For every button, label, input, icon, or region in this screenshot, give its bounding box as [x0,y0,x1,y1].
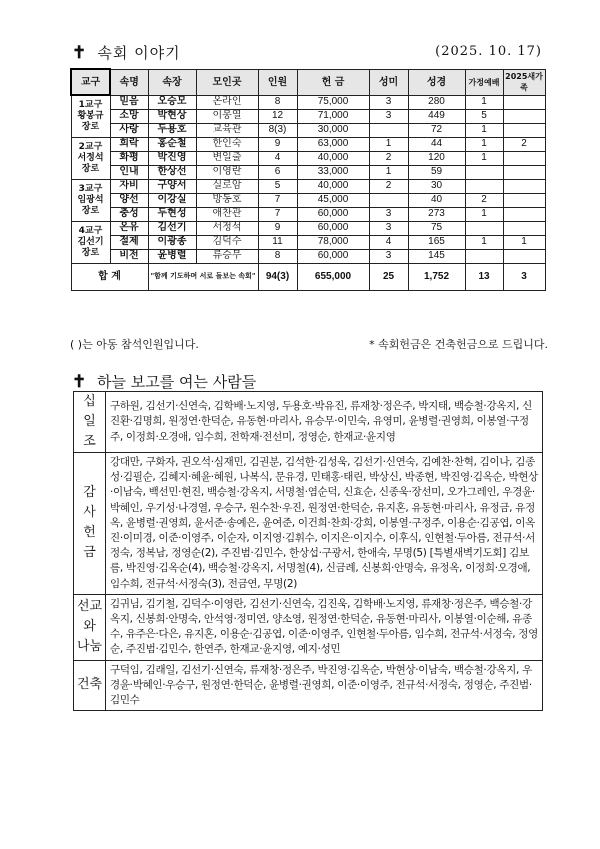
attendance: 8 [258,95,297,109]
note-offering: * 속회헌금은 건축헌금으로 드립니다. [369,338,548,351]
rice-count [369,123,408,137]
offering-amount: 63,000 [297,137,369,151]
attendance: 8 [258,249,297,263]
section-title: 속회 이야기 [97,44,181,62]
family-worship: 1 [465,137,503,151]
bible-count: 273 [408,207,465,221]
section2-header [72,371,256,392]
report-date: (2025. 10. 17) [435,44,542,59]
rice-count: 3 [369,95,408,109]
district-label [71,95,110,137]
offering-amount: 30,000 [297,123,369,137]
attendance: 8(3) [258,123,297,137]
family-worship: 1 [465,235,503,249]
category-label-line: 건축 [76,677,103,693]
category-label [74,392,106,453]
meeting-place: 이봉열 [196,109,258,123]
meeting-place: 온라인 [196,95,258,109]
meeting-place: 류승무 [196,249,258,263]
district-label-line: 황봉규 [77,110,104,121]
rice-count: 3 [369,221,408,235]
cell-leader: 이광종 [148,235,196,249]
cell-name: 소망 [110,109,148,123]
table-row [71,193,545,207]
rice-count: 2 [369,179,408,193]
new-family [503,123,545,137]
offering-amount: 40,000 [297,151,369,165]
total-bible: 1,752 [408,263,465,290]
cross-icon: ✝ [72,372,87,392]
col-header: 교구 [71,69,110,95]
meeting-place: 변일출 [196,151,258,165]
cell-name: 인내 [110,165,148,179]
family-worship: 1 [465,95,503,109]
district-label-line: 김선기 [77,236,104,247]
rice-count: 1 [369,137,408,151]
donor-names: 구덕임, 김래일, 김선기·신연숙, 류재창·정은주, 박진영·김옥순, 박현상·이남숙, 백승철·강옥지, 우경윤·박혜인·우승구, 원정연·한덕순, 윤병렬·권영희, 이준·이영주, 전규석·서정숙, 정영순, 주진범·김민수 [106,660,543,711]
family-worship [465,221,503,235]
category-label-line: 일 [83,414,96,429]
bible-count: 165 [408,235,465,249]
rice-count: 3 [369,207,408,221]
table-row [71,95,545,109]
category-label-line: 조 [83,434,96,449]
table-row [71,249,545,263]
new-family [503,165,545,179]
total-offering: 655,000 [297,263,369,290]
bible-count: 120 [408,151,465,165]
table-header-row [71,69,545,95]
offering-amount: 78,000 [297,235,369,249]
rice-count: 1 [369,165,408,179]
section2-title: 하늘 보고를 여는 사람들 [97,373,257,391]
category-label-line: 나눔 [76,639,103,655]
district-label-line: 3교구 [78,183,103,194]
cell-group-table [70,68,546,291]
offering-amount: 60,000 [297,221,369,235]
table-row [71,221,545,235]
cell-leader: 김선기 [148,221,196,235]
new-family [503,109,545,123]
donor-names: 구하원, 김선기·신연숙, 김학배·노지영, 두용호·박유진, 류재창·정은주, 박지태, 백승철·강옥지, 신진환·김명희, 원정연·한덕순, 유동현·마리사, 유승무·이민숙, 유영미, 윤병렬·권영희, 이봉열·구정주, 이정희·오경애, 임수희, 전학재·전선미, 정영순, 한재교·윤지영 [106,392,543,453]
district-label-line: 4교구 [78,225,103,236]
col-header: 성미 [369,69,408,95]
table-row [71,235,545,249]
new-family [503,151,545,165]
offering-names-body [74,392,543,711]
cell-name: 양선 [110,193,148,207]
district-label-line: 장로 [81,121,100,132]
col-header: 모인곳 [196,69,258,95]
new-family [503,193,545,207]
district-label-line: 1교구 [78,99,103,110]
meeting-place: 한인숙 [196,137,258,151]
category-row [74,660,543,711]
attendance: 4 [258,151,297,165]
new-family: 1 [503,235,545,249]
family-worship: 5 [465,109,503,123]
offering-amount: 71,000 [297,109,369,123]
total-people: 94(3) [258,263,297,290]
bible-count: 75 [408,221,465,235]
family-worship [465,165,503,179]
offering-amount: 40,000 [297,179,369,193]
meeting-place: 실로암 [196,179,258,193]
cell-name: 희락 [110,137,148,151]
total-worship: 13 [465,263,503,290]
family-worship [465,179,503,193]
meeting-place: 방동호 [196,193,258,207]
family-worship: 1 [465,207,503,221]
district-label-line: 2교구 [78,141,103,152]
bible-count: 280 [408,95,465,109]
total-label: 합 계 [71,263,148,290]
attendance: 11 [258,235,297,249]
rice-count [369,193,408,207]
note-child-count: ( )는 아동 참석인원입니다. [70,338,199,351]
offering-amount: 60,000 [297,249,369,263]
offering-amount: 75,000 [297,95,369,109]
meeting-place: 애찬관 [196,207,258,221]
col-header: 속명 [110,69,148,95]
attendance: 5 [258,179,297,193]
cell-name: 사랑 [110,123,148,137]
cell-name: 믿음 [110,95,148,109]
new-family [503,221,545,235]
district-label-line: 서정석 [77,152,104,163]
cell-leader: 이강실 [148,193,196,207]
offering-amount: 45,000 [297,193,369,207]
cell-leader: 홍순철 [148,137,196,151]
total-row [71,263,545,290]
attendance: 9 [258,137,297,151]
bible-count: 145 [408,249,465,263]
rice-count: 4 [369,235,408,249]
category-row [74,453,543,595]
cell-name: 절제 [110,235,148,249]
district-label [71,179,110,221]
category-label-line: 와 [83,619,96,635]
attendance: 7 [258,207,297,221]
bible-count: 59 [408,165,465,179]
total-newfam: 3 [503,263,545,290]
category-label-line: 선교 [76,599,103,615]
offering-amount: 33,000 [297,165,369,179]
rice-count: 2 [369,151,408,165]
cell-name: 비전 [110,249,148,263]
col-header: 속장 [148,69,196,95]
family-worship [465,249,503,263]
meeting-place: 서정석 [196,221,258,235]
category-label-line: 금 [83,545,96,561]
cell-leader: 두현성 [148,207,196,221]
col-header: 성경 [408,69,465,95]
category-row [74,594,543,660]
col-header: 헌 금 [297,69,369,95]
family-worship: 2 [465,193,503,207]
cell-name: 자비 [110,179,148,193]
offering-names-table [73,391,543,711]
category-label-line: 십 [83,394,96,409]
table-row [71,165,545,179]
table-row [71,137,545,151]
category-label-line: 사 [83,505,96,521]
cell-leader: 한상선 [148,165,196,179]
cell-leader: 오승모 [148,95,196,109]
district-label [71,137,110,179]
new-family [503,207,545,221]
bible-count: 72 [408,123,465,137]
table-row [71,179,545,193]
attendance: 6 [258,165,297,179]
district-label-line: 장로 [81,205,100,216]
district-label-line: 장로 [81,163,100,174]
district-label-line: 임광석 [77,194,104,205]
donor-names: 김귀님, 김기철, 김덕수·이영란, 김선기·신연숙, 김진욱, 김학배·노지영, 류재창·정은주, 백승철·강옥지, 신봉희·안명숙, 안석영·정미연, 양소영, 원정연·한덕순, 유동현·마리사, 이봉열·이순해, 유종수, 유주은·다은, 유지혼, 이용순·김공엽, 이준·이영주, 인현철·두아름, 임수희, 전규석·서정숙, 정영순, 주진범·김민수, 한연주, 한재교·윤지영, 예지·성민 [106,594,543,660]
meeting-place: 이영란 [196,165,258,179]
category-label-line: 헌 [83,525,96,541]
new-family [503,179,545,193]
cross-icon: ✝ [72,43,87,63]
category-label [74,660,106,711]
table-row [71,109,545,123]
total-note: "함께 기도하며 서로 돌보는 속회" [148,263,258,290]
bible-count: 449 [408,109,465,123]
new-family: 2 [503,137,545,151]
table-body [71,95,545,263]
category-label-line: 감 [83,485,96,501]
cell-name: 화평 [110,151,148,165]
cell-leader: 박진영 [148,151,196,165]
offering-amount: 60,000 [297,207,369,221]
category-label [74,594,106,660]
category-row [74,392,543,453]
table-row [71,207,545,221]
attendance: 9 [258,221,297,235]
category-label [74,453,106,595]
meeting-place: 김덕수 [196,235,258,249]
total-rice: 25 [369,263,408,290]
rice-count: 3 [369,109,408,123]
cell-leader: 두용호 [148,123,196,137]
new-family [503,249,545,263]
meeting-place: 교육관 [196,123,258,137]
attendance: 12 [258,109,297,123]
cell-name: 충성 [110,207,148,221]
attendance: 7 [258,193,297,207]
new-family [503,95,545,109]
cell-name: 온유 [110,221,148,235]
district-label-line: 장로 [81,247,100,258]
section-header [72,42,542,64]
rice-count: 3 [369,249,408,263]
col-header: 2025새가족 [503,69,545,95]
table-row [71,123,545,137]
col-header: 가정예배 [465,69,503,95]
family-worship: 1 [465,123,503,137]
col-header: 인원 [258,69,297,95]
family-worship: 1 [465,151,503,165]
bible-count: 30 [408,179,465,193]
district-label [71,221,110,263]
bible-count: 44 [408,137,465,151]
donor-names: 강대만, 구화자, 권오석·심재민, 김권분, 김석한·김성욱, 김선기·신연숙, 김예찬·찬혁, 김이나, 김종성·김필순, 김혜지·혜윤·혜원, 나복식, 문유경, 민태홍·태린, 박상신, 박종현, 박진영·김옥순, 박현상·이남숙, 백선민·현진, 백승철·강옥지, 서명철·염순덕, 신효순, 신종욱·장선미, 오가그레인, 우경윤·박혜인, 우기성·나경열, 우승구, 원수찬·우진, 원정연·한덕순, 유지혼, 유동현·마리사, 유정금, 유정옥, 윤병렬·권영희, 윤서준·송예은, 윤여준, 이건희·찬희·강희, 이봉열·구정주, 이용순·김공엽, 이옥진·이미경, 이준·이영주, 이순자, 이지영·김휘수, 이지은·이지수, 이후식, 인현철·두아름, 전규석·서정숙, 정복남, 정영순(2), 주진범·김민수, 한상섭·구광서, 한애숙, 무명(5) [특별새벽기도회] 김보름, 박진영·김옥순(4), 백승철·강옥지, 서명철(4), 신금례, 신봉희·안명숙, 유정옥, 이정희·오경애, 임수희, 전규석·서정숙(3), 전금연, 무명(2) [106,453,543,595]
bible-count: 40 [408,193,465,207]
table-row [71,151,545,165]
cell-leader: 윤병렬 [148,249,196,263]
cell-leader: 박현상 [148,109,196,123]
cell-leader: 구양서 [148,179,196,193]
